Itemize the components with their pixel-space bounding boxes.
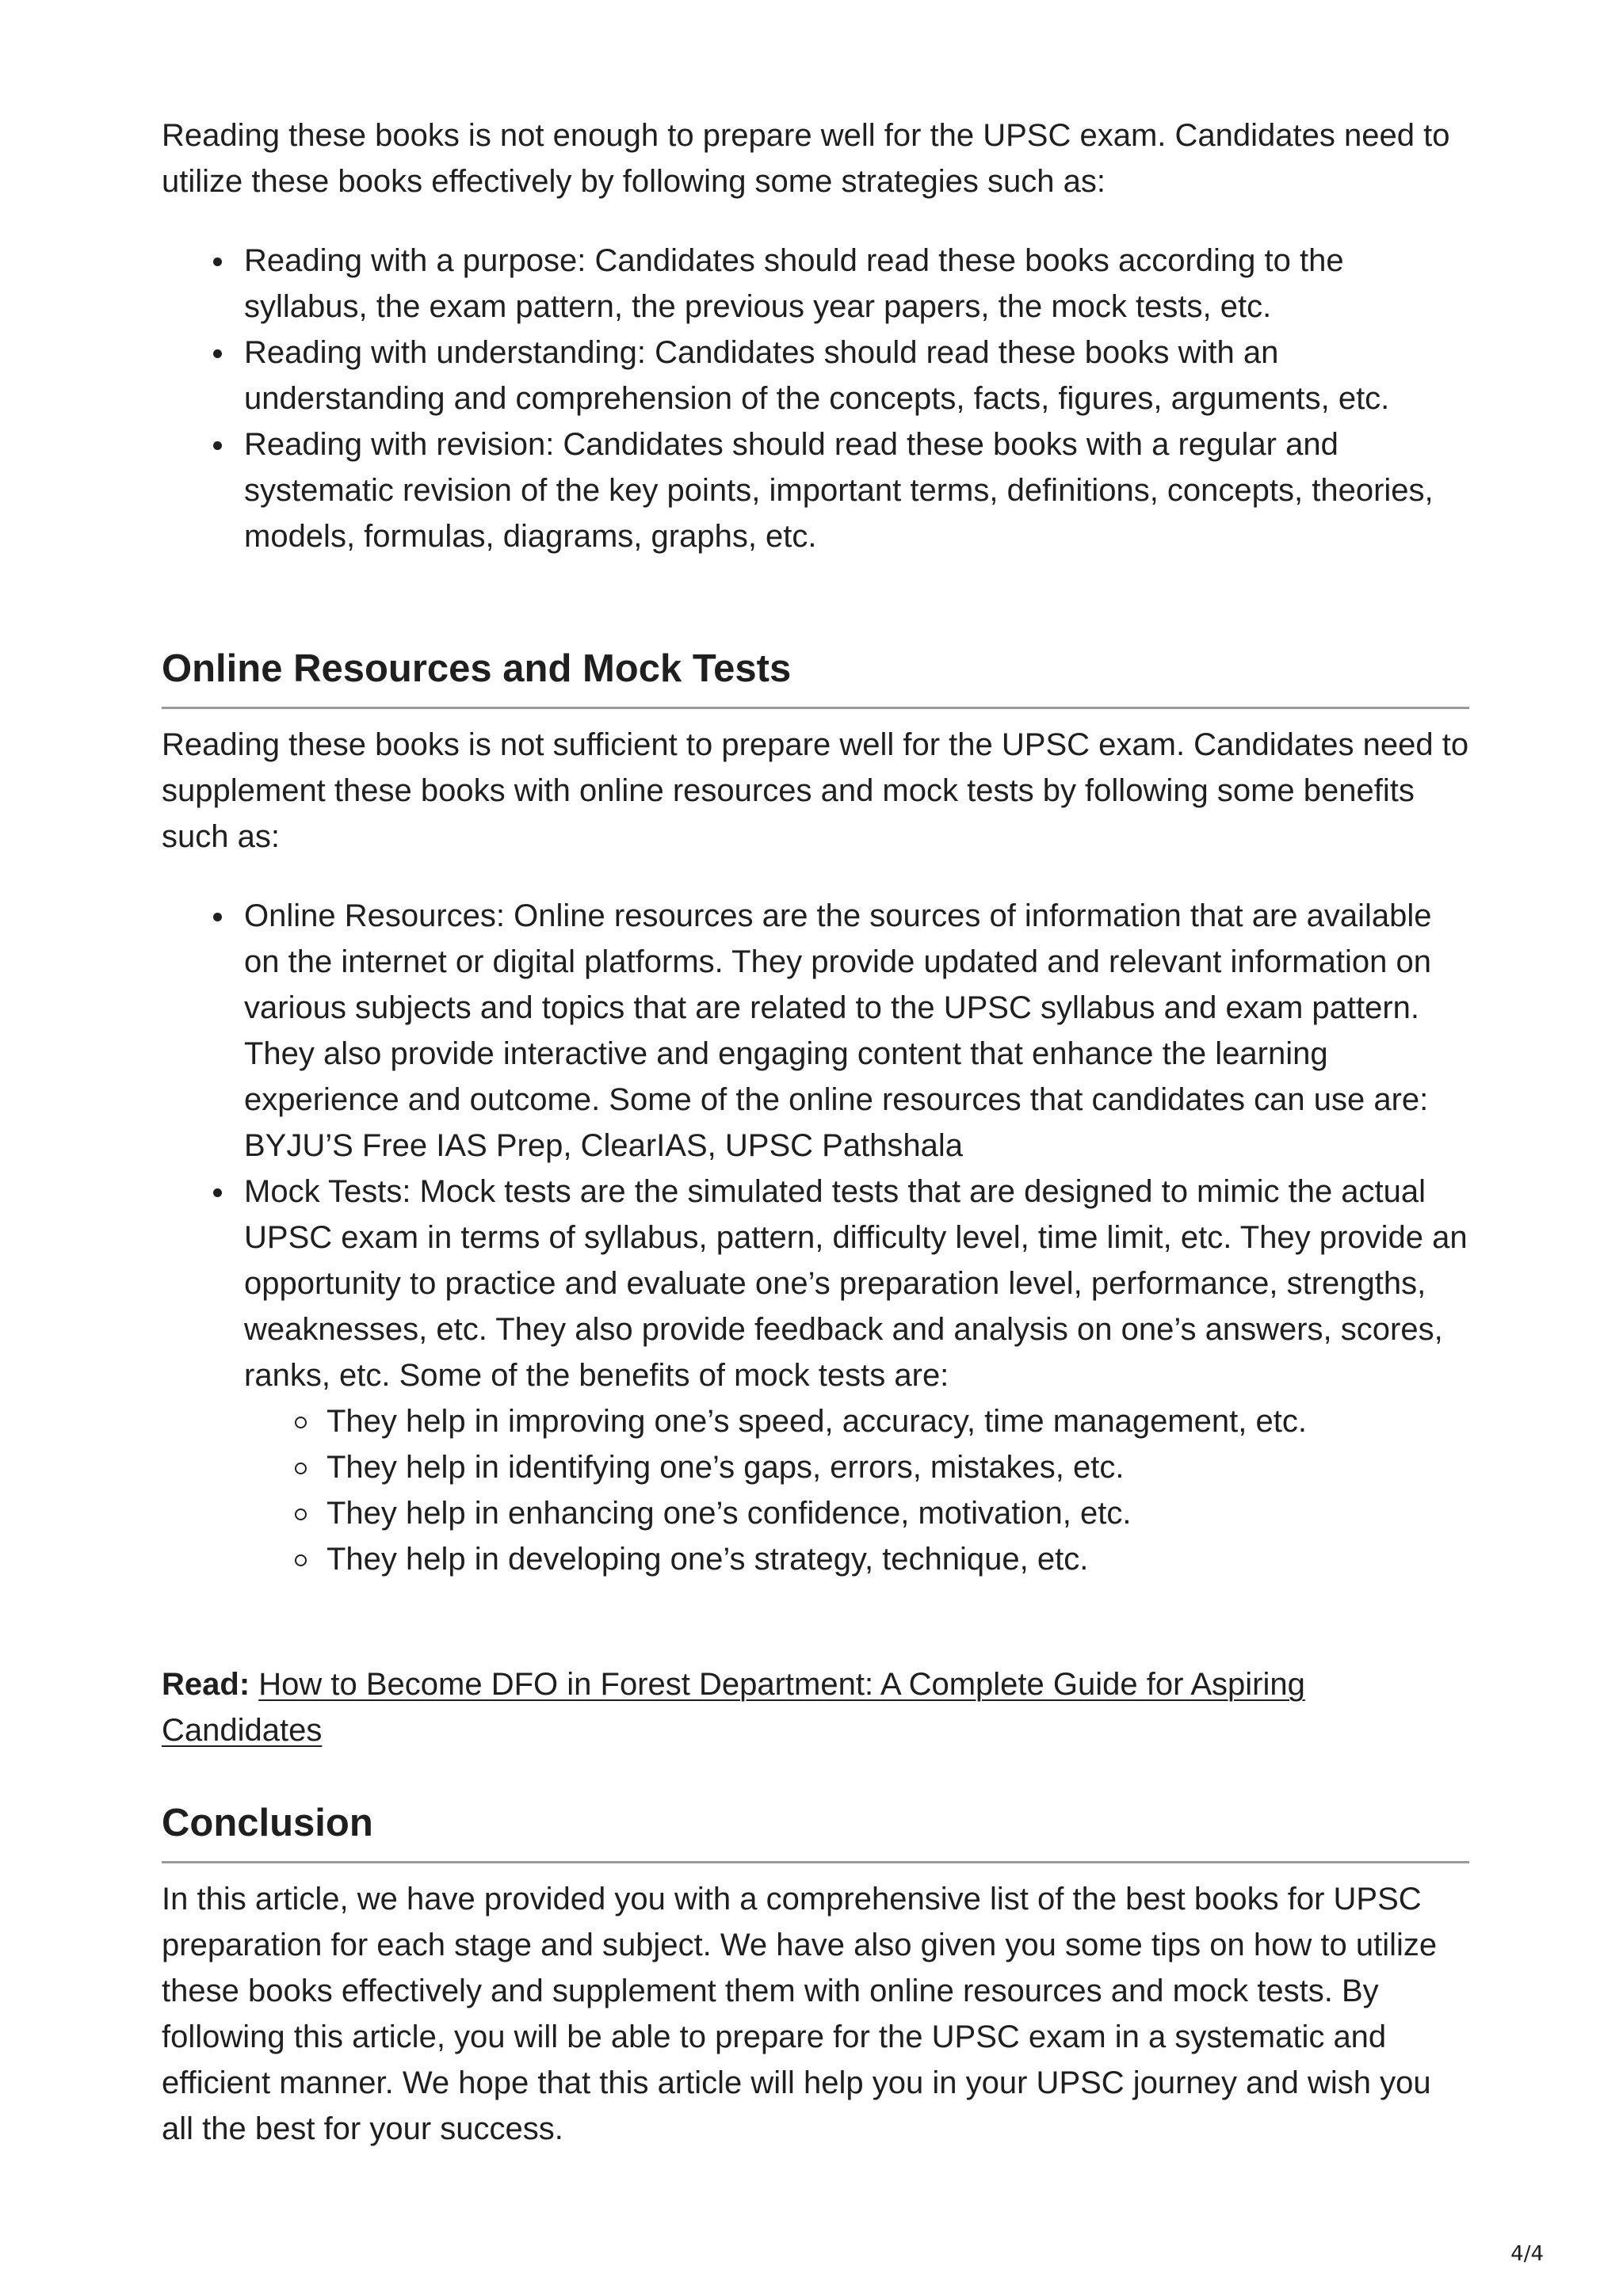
online-list (244, 893, 1469, 1582)
conclusion-paragraph: In this article, we have provided you with a comprehensive list of the best books for UPSC preparation for each stage and subject. We have also given you some tips on how to utilize these books effectively and supplement them with online resources and mock tests. By following this article, you will be able to prepare for the UPSC exam in a systematic and efficient manner. We hope that this article will help you in your UPSC journey and wish you all the best for your success. (162, 1882, 1438, 2146)
sub-list-item: They help in improving one’s speed, accuracy, time management, etc. (327, 1398, 1469, 1444)
section-heading-online-resources: Online Resources and Mock Tests (162, 645, 1469, 709)
read-label: Read: (162, 1667, 250, 1702)
read-also (162, 1661, 1469, 1753)
sub-list-item: They help in enhancing one’s confidence, motivation, etc. (327, 1490, 1469, 1536)
list-item (244, 1169, 1469, 1582)
online-paragraph: Reading these books is not sufficient to prepare well for the UPSC exam. Candidates need to supplement these books with online resources and mock tests by following some benefits such as: (162, 727, 1469, 854)
read-article-link[interactable]: How to Become DFO in Forest Department: A Complete Guide for Aspiring Candidates (162, 1667, 1305, 1748)
list-item: Reading with understanding: Candidates should read these books with an understanding and comprehension of the concepts, facts, figures, arguments, etc. (244, 330, 1469, 421)
strategy-list (244, 238, 1469, 559)
sub-list-item: They help in developing one’s strategy, technique, etc. (327, 1536, 1469, 1582)
page-number: 4/4 (1510, 2242, 1544, 2266)
section-heading-conclusion: Conclusion (162, 1799, 1469, 1863)
sub-list-item: They help in identifying one’s gaps, errors, mistakes, etc. (327, 1444, 1469, 1490)
intro-paragraph: Reading these books is not enough to prepare well for the UPSC exam. Candidates need to utilize these books effectively by following some strategies such as: (162, 118, 1450, 199)
list-item: Online Resources: Online resources are the sources of information that are available on the internet or digital platforms. They provide updated and relevant information on various subjects and topics that are related to the UPSC syllabus and exam pattern. They also provide interactive and engaging content that enhance the learning experience and outcome. Some of the online resources that candidates can use are: BYJU’S Free IAS Prep, ClearIAS, UPSC Pathshala (244, 893, 1469, 1169)
list-item: Reading with a purpose: Candidates should read these books according to the syllabus, the exam pattern, the previous year papers, the mock tests, etc. (244, 238, 1469, 330)
mock-benefits-list (327, 1398, 1469, 1582)
article-content (162, 113, 1469, 2152)
list-item: Reading with revision: Candidates should read these books with a regular and systematic revision of the key points, important terms, definitions, concepts, theories, models, formulas, diagrams, graphs, etc. (244, 421, 1469, 559)
mock-tests-text: Mock Tests: Mock tests are the simulated tests that are designed to mimic the actual UPSC exam in terms of syllabus, pattern, difficulty level, time limit, etc. They provide an opportunity to practice and evaluate one’s preparation level, performance, strengths, weaknesses, etc. They also provide feedback and analysis on one’s answers, scores, ranks, etc. Some of the benefits of mock tests are: (244, 1174, 1468, 1393)
